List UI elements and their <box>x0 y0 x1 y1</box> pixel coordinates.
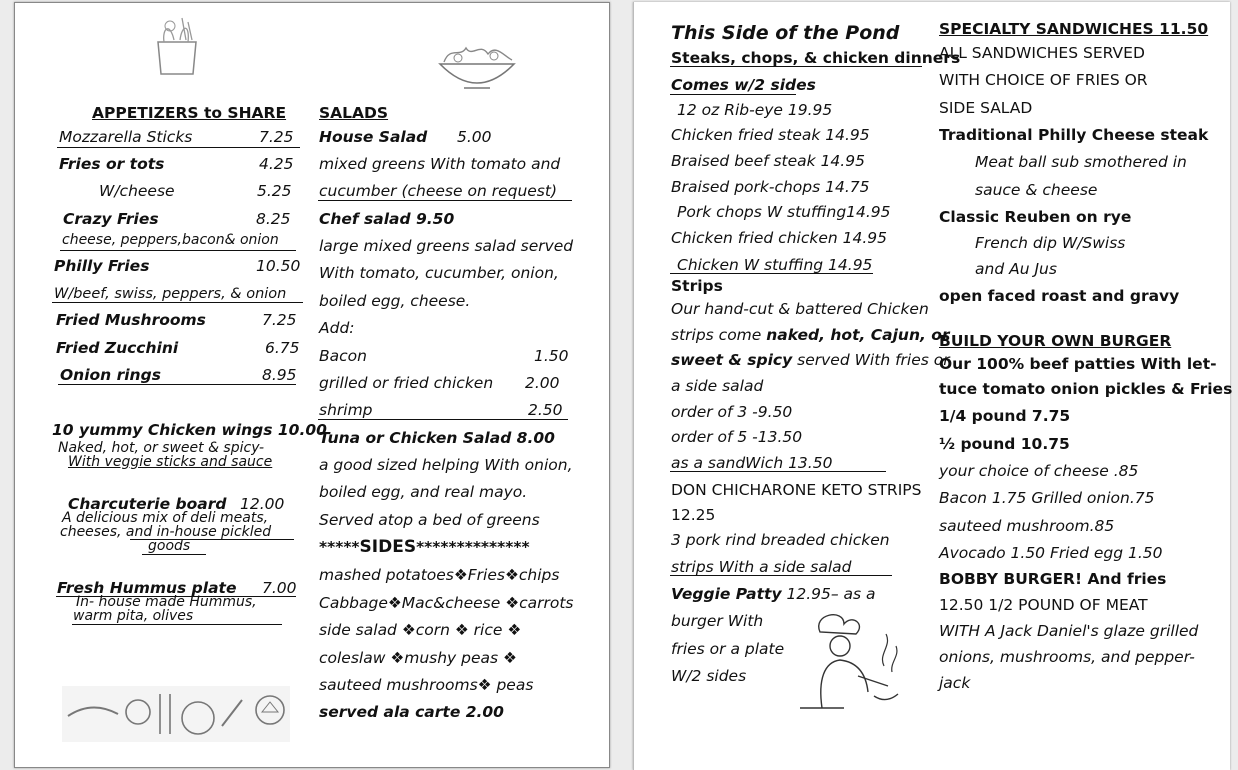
menu-item: Bacon <box>319 347 367 365</box>
divider <box>670 66 922 67</box>
burger-heading: BUILD YOUR OWN BURGER <box>939 332 1172 350</box>
menu-item: DON CHICHARONE KETO STRIPS <box>671 481 922 499</box>
menu-description: burger With <box>671 612 764 630</box>
menu-item: as a sandWich 13.50 <box>671 454 833 472</box>
sides-line: sauteed mushrooms❖ peas <box>319 676 534 694</box>
sides-line: side salad ❖corn ❖ rice ❖ <box>319 621 522 639</box>
menu-description: cheese, peppers,bacon& onion <box>62 232 279 248</box>
menu-price: 2.50 <box>528 401 563 419</box>
menu-description: fries or a plate <box>671 640 785 658</box>
menu-description: 3 pork rind breaded chicken <box>671 531 890 549</box>
menu-price: 8.95 <box>262 366 297 384</box>
menu-item: 1/4 pound 7.75 <box>939 407 1071 425</box>
menu-item: 10 yummy Chicken wings 10.00 <box>52 421 327 439</box>
menu-item: Fried Mushrooms <box>56 311 206 329</box>
menu-item: Traditional Philly Cheese steak <box>939 126 1209 144</box>
menu-item: Chef salad 9.50 <box>319 210 455 228</box>
divider <box>60 250 296 251</box>
strips-description: a side salad <box>671 377 764 395</box>
sides-line: mashed potatoes❖Fries❖chips <box>319 566 560 584</box>
menu-item: Tuna or Chicken Salad 8.00 <box>319 429 555 447</box>
sides-line: coleslaw ❖mushy peas ❖ <box>319 649 517 667</box>
menu-item: Braised pork-chops 14.75 <box>671 178 870 196</box>
menu-description: A delicious mix of deli meats, <box>62 510 269 526</box>
sandwiches-heading: SPECIALTY SANDWICHES 11.50 <box>939 20 1209 38</box>
menu-description: warm pita, olives <box>73 608 194 624</box>
menu-label: Add: <box>319 319 355 337</box>
menu-description: strips With a side salad <box>671 558 852 576</box>
menu-price: 8.25 <box>256 210 291 228</box>
menu-price: 12.25 <box>671 506 716 524</box>
strips-description: strips come naked, hot, Cajun, or <box>671 326 950 344</box>
menu-item: Chicken fried steak 14.95 <box>671 126 870 144</box>
menu-description: cucumber (cheese on request) <box>319 182 558 200</box>
menu-item: Fries or tots <box>59 155 165 173</box>
menu-price: 7.00 <box>262 579 297 597</box>
divider <box>72 624 282 625</box>
salad-bowl-icon <box>436 40 518 96</box>
menu-item: Chicken W stuffing 14.95 <box>677 256 873 274</box>
menu-price: 4.25 <box>259 155 294 173</box>
menu-item: Chicken fried chicken 14.95 <box>671 229 887 247</box>
divider <box>670 471 886 472</box>
sandwiches-note: ALL SANDWICHES SERVED <box>939 44 1145 62</box>
menu-item: Onion rings <box>60 366 161 384</box>
menu-item: Fried Zucchini <box>56 339 179 357</box>
menu-price: 7.25 <box>262 311 297 329</box>
menu-description: goods <box>148 538 191 554</box>
menu-price: 5.00 <box>457 128 492 146</box>
menu-item: Classic Reuben on rye <box>939 208 1132 226</box>
pond-heading: This Side of the Pond <box>671 22 900 44</box>
menu-item: open faced roast and gravy <box>939 287 1180 305</box>
menu-description: boiled egg, cheese. <box>319 292 471 310</box>
sides-line: Cabbage❖Mac&cheese ❖carrots <box>319 594 574 612</box>
menu-description: W/2 sides <box>671 667 747 685</box>
menu-description: onions, mushrooms, and pepper- <box>939 648 1195 666</box>
menu-item: BOBBY BURGER! And fries <box>939 570 1167 588</box>
burger-description: tuce tomato onion pickles & Fries <box>939 380 1233 398</box>
menu-description: jack <box>939 674 971 692</box>
menu-description: cheeses, and in-house pickled <box>60 524 272 540</box>
menu-item: shrimp <box>319 401 373 419</box>
menu-description: large mixed greens salad served <box>319 237 574 255</box>
divider <box>318 419 568 420</box>
appetizers-heading: APPETIZERS to SHARE <box>92 104 287 122</box>
menu-description: a good sized helping With onion, <box>319 456 573 474</box>
menu-description: With tomato, cucumber, onion, <box>319 264 559 282</box>
sandwiches-note: SIDE SALAD <box>939 99 1033 117</box>
menu-item: grilled or fried chicken <box>319 374 494 392</box>
menu-item: your choice of cheese .85 <box>939 462 1139 480</box>
divider <box>670 94 796 95</box>
menu-description: With veggie sticks and sauce <box>68 454 273 470</box>
menu-price: 6.75 <box>265 339 300 357</box>
menu-item: Crazy Fries <box>63 210 159 228</box>
menu-description: WITH A Jack Daniel's glaze grilled <box>939 622 1199 640</box>
menu-price: 5.25 <box>257 182 292 200</box>
menu-item: French dip W/Swiss <box>975 234 1126 252</box>
menu-description: Served atop a bed of greens <box>319 511 540 529</box>
menu-item: order of 5 -13.50 <box>671 428 803 446</box>
menu-item: 12 oz Rib-eye 19.95 <box>677 101 833 119</box>
strips-description: Our hand-cut & battered Chicken <box>671 300 929 318</box>
strips-description: sweet & spicy served With fries or <box>671 351 950 369</box>
menu-item: W/cheese <box>99 182 175 200</box>
chef-icon <box>800 610 904 710</box>
menu-item: ½ pound 10.75 <box>939 435 1070 453</box>
menu-item: Mozzarella Sticks <box>59 128 193 146</box>
menu-item: Fresh Hummus plate <box>57 579 237 597</box>
sides-heading: *****SIDES************** <box>319 537 530 557</box>
divider <box>142 554 206 555</box>
menu-item: sauce & cheese <box>975 181 1098 199</box>
menu-price: 1.50 <box>534 347 569 365</box>
menu-item: Philly Fries <box>54 257 150 275</box>
divider <box>318 200 572 201</box>
burger-description: Our 100% beef patties With let- <box>939 355 1217 373</box>
menu-item: Pork chops W stuffing14.95 <box>677 203 891 221</box>
menu-item: Veggie Patty 12.95– as a <box>671 585 876 603</box>
menu-item: Avocado 1.50 Fried egg 1.50 <box>939 544 1163 562</box>
menu-description: In- house made Hummus, <box>76 594 257 610</box>
divider <box>57 147 300 148</box>
menu-item: Charcuterie board <box>68 495 227 513</box>
salads-heading: SALADS <box>319 104 389 122</box>
menu-description: Naked, hot, or sweet & spicy- <box>58 440 265 456</box>
sandwiches-note: WITH CHOICE OF FRIES OR <box>939 71 1148 89</box>
menu-description: W/beef, swiss, peppers, & onion <box>54 286 287 302</box>
pond-sides-note: Comes w/2 sides <box>671 76 816 94</box>
divider <box>670 575 892 576</box>
menu-item: Braised beef steak 14.95 <box>671 152 865 170</box>
sides-price: served ala carte 2.00 <box>319 703 504 721</box>
divider <box>58 384 296 385</box>
menu-price: 2.00 <box>525 374 560 392</box>
menu-description: boiled egg, and real mayo. <box>319 483 528 501</box>
menu-price: 10.50 <box>256 257 301 275</box>
divider <box>670 273 873 274</box>
divider <box>52 302 303 303</box>
menu-item: Bacon 1.75 Grilled onion.75 <box>939 489 1155 507</box>
menu-item: Meat ball sub smothered in <box>975 153 1187 171</box>
pond-subheading: Steaks, chops, & chicken dinners <box>671 49 961 67</box>
kitchen-utensils-icon <box>62 686 290 742</box>
menu-item: order of 3 -9.50 <box>671 403 793 421</box>
menu-item: House Salad <box>319 128 428 146</box>
menu-price: 7.25 <box>259 128 294 146</box>
menu-description: mixed greens With tomato and <box>319 155 561 173</box>
menu-item: sauteed mushroom.85 <box>939 517 1115 535</box>
menu-description: 12.50 1/2 POUND OF MEAT <box>939 596 1148 614</box>
menu-item: and Au Jus <box>975 260 1057 278</box>
grocery-bag-icon <box>148 14 206 76</box>
strips-heading: Strips <box>671 277 723 295</box>
menu-price: 12.00 <box>240 495 285 513</box>
